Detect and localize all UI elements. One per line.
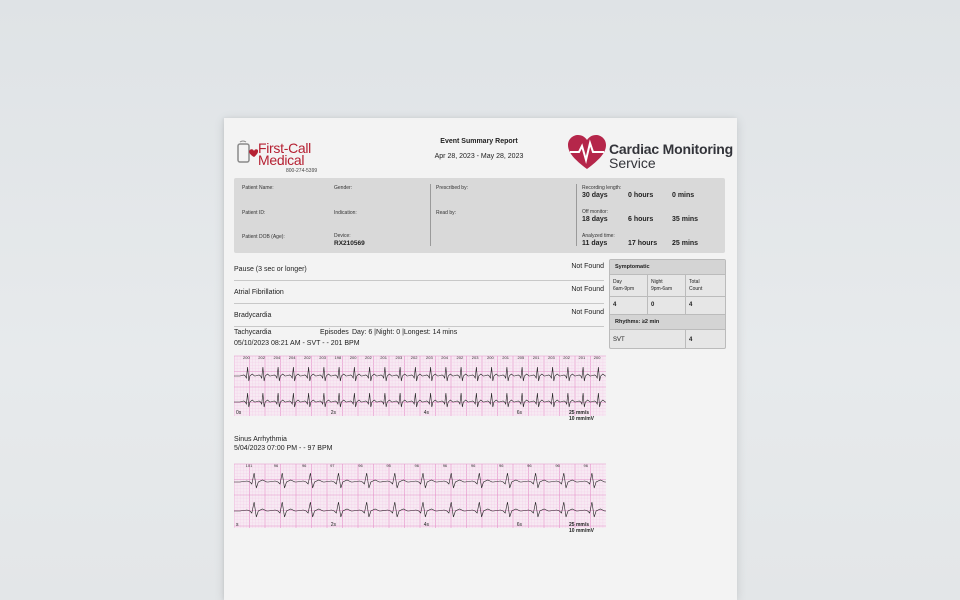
gain-label: 10 mm/mV	[569, 528, 595, 534]
rate-label: 201	[578, 355, 586, 360]
night-label: Night	[651, 279, 663, 285]
analyzed-hours: 17 hours	[628, 240, 658, 247]
total-label: Total	[689, 279, 700, 285]
rhythms-header	[610, 314, 725, 330]
analyzed-time-label: Analyzed time:	[582, 233, 615, 239]
analyzed-mins: 25 mins	[672, 240, 699, 247]
rate-label: 200	[349, 355, 357, 360]
brand-line-2: Service	[609, 155, 656, 171]
report-date-range: Apr 28, 2023 - May 28, 2023	[434, 153, 524, 160]
rate-label: 203	[548, 355, 555, 360]
time-tick-label: 4s	[423, 522, 430, 528]
rate-label: 101	[245, 463, 253, 468]
divider	[576, 184, 577, 246]
night-value: 0	[651, 302, 655, 308]
sinus-title: Sinus Arrhythmia	[234, 436, 287, 443]
brand-line-1: First-Call	[258, 140, 311, 156]
brand-line-2: Medical	[258, 152, 305, 168]
rate-label: 96	[442, 463, 448, 468]
time-tick-label: 0s	[236, 410, 242, 416]
analyzed-days: 11 days	[582, 240, 608, 247]
tachycardia-title: Tachycardia	[234, 329, 272, 336]
rate-label: 96	[499, 463, 504, 468]
report-title: Event Summary Report	[440, 138, 518, 145]
total-value: 4	[689, 302, 693, 308]
rate-label: 203	[319, 355, 326, 360]
event-list	[234, 258, 604, 327]
rate-label: 202	[304, 355, 311, 360]
recording-mins: 0 mins	[672, 192, 695, 199]
rate-label: 202	[258, 355, 265, 360]
rate-label: 97	[330, 463, 335, 468]
indication-label: Indication:	[334, 210, 357, 216]
time-tick-label: 2s	[330, 410, 337, 416]
rate-label: 205	[517, 355, 525, 360]
day-label: Day	[613, 279, 622, 285]
event-status: Not Found	[571, 286, 604, 293]
event-name: Pause (3 sec or longer)	[234, 266, 307, 273]
symptomatic-title: Symptomatic	[615, 264, 650, 270]
rhythms-title: Rhythms: ≥2 min	[615, 319, 660, 325]
rhythm-count: 4	[689, 337, 693, 343]
event-status: Not Found	[571, 263, 604, 270]
off-monitor-mins: 35 mins	[672, 216, 699, 223]
sinus-timestamp: 5/04/2023 07:00 PM - - 97 BPM	[234, 445, 333, 452]
rate-label: 96	[583, 463, 588, 468]
symptomatic-header	[610, 260, 725, 275]
rate-label: 203	[395, 355, 403, 360]
divider	[647, 275, 648, 314]
device-label: Device:	[334, 233, 351, 239]
rate-label: 204	[288, 355, 296, 360]
time-tick-label: 6s	[516, 410, 523, 416]
rate-label: 204	[441, 355, 448, 360]
rate-label: 201	[502, 355, 509, 360]
sinus-ecg-strip	[234, 460, 606, 536]
event-status: Not Found	[571, 309, 604, 316]
rate-label: 200	[487, 355, 494, 360]
paper-speed-label: 25 mm/s	[569, 410, 590, 416]
day-value: 4	[613, 302, 617, 308]
recording-hours: 0 hours	[628, 192, 654, 199]
time-tick-label: 2s	[330, 522, 337, 528]
rate-label: 95	[386, 463, 391, 468]
rate-label: 201	[532, 355, 540, 360]
off-monitor-days: 18 days	[582, 216, 608, 223]
rhythm-name: SVT	[613, 337, 625, 343]
night-range: 9pm-6am	[651, 286, 673, 292]
patient-info-box	[234, 178, 725, 253]
episodes-label: Episodes	[320, 329, 349, 336]
sinus-arrhythmia-section	[234, 436, 606, 452]
rate-label: 201	[380, 355, 387, 360]
tachycardia-timestamp: 05/10/2023 08:21 AM - SVT - - 201 BPM	[234, 340, 360, 347]
cardiac-monitoring-logo	[567, 135, 732, 175]
patient-id-label: Patient ID:	[242, 210, 266, 216]
phone-number: 800-274-5399	[286, 168, 318, 174]
ecg-strip-chart	[234, 354, 606, 426]
divider	[430, 184, 431, 246]
patient-dob-label: Patient DOB (Age):	[242, 234, 285, 240]
rate-label: 96	[470, 463, 476, 468]
rate-label: 204	[273, 355, 281, 360]
brand-line-1: Cardiac Monitoring	[609, 141, 733, 157]
recording-length-label: Recording length:	[582, 185, 622, 191]
tachycardia-section	[234, 329, 606, 347]
rate-label: 96	[527, 463, 532, 468]
rate-label: 198	[334, 355, 342, 360]
list-item	[234, 281, 604, 304]
divider	[610, 296, 725, 297]
time-tick-label: s	[236, 522, 239, 528]
brand-name	[258, 142, 311, 166]
rate-label: 96	[414, 463, 420, 468]
read-by-label: Read by:	[436, 210, 457, 216]
gain-label: 10 mm/mV	[569, 416, 595, 422]
rate-label: 200	[593, 355, 601, 360]
heart-pulse-icon	[567, 135, 607, 171]
rate-label: 96	[273, 463, 279, 468]
device-value: RX210569	[334, 240, 365, 247]
time-tick-label: 6s	[516, 522, 523, 528]
paper-speed-label: 25 mm/s	[569, 522, 590, 528]
gender-label: Gender:	[334, 185, 353, 191]
off-monitor-hours: 6 hours	[628, 216, 654, 223]
rate-label: 202	[365, 355, 372, 360]
rate-label: 96	[358, 463, 363, 468]
rate-label: 96	[301, 463, 307, 468]
rate-label: 202	[410, 355, 418, 360]
symptomatic-table	[609, 259, 726, 349]
list-item	[234, 258, 604, 281]
tachycardia-ecg-strip	[234, 354, 606, 426]
rate-label: 203	[426, 355, 433, 360]
report-title-block	[404, 138, 554, 160]
rate-label: 96	[555, 463, 560, 468]
day-range: 6am-9pm	[613, 286, 635, 292]
off-monitor-label: Off monitor:	[582, 209, 609, 215]
time-tick-label: 4s	[423, 410, 430, 416]
ecg-strip-chart	[234, 460, 606, 536]
rate-label: 203	[471, 355, 479, 360]
divider	[685, 329, 686, 348]
event-name: Bradycardia	[234, 312, 272, 319]
rate-label: 200	[243, 355, 250, 360]
rate-label: 202	[456, 355, 464, 360]
prescribed-by-label: Prescribed by:	[436, 185, 468, 191]
patient-name-label: Patient Name:	[242, 185, 274, 191]
rate-label: 202	[563, 355, 570, 360]
first-call-medical-logo	[236, 138, 326, 178]
report-page	[224, 118, 737, 600]
count-label: Count	[689, 286, 703, 292]
event-name: Atrial Fibrillation	[234, 289, 284, 296]
divider	[685, 275, 686, 314]
list-item	[234, 304, 604, 327]
phone-heart-icon	[236, 140, 258, 166]
recording-days: 30 days	[582, 192, 608, 199]
episodes-detail: Day: 6 |Night: 0 |Longest: 14 mins	[352, 329, 458, 336]
